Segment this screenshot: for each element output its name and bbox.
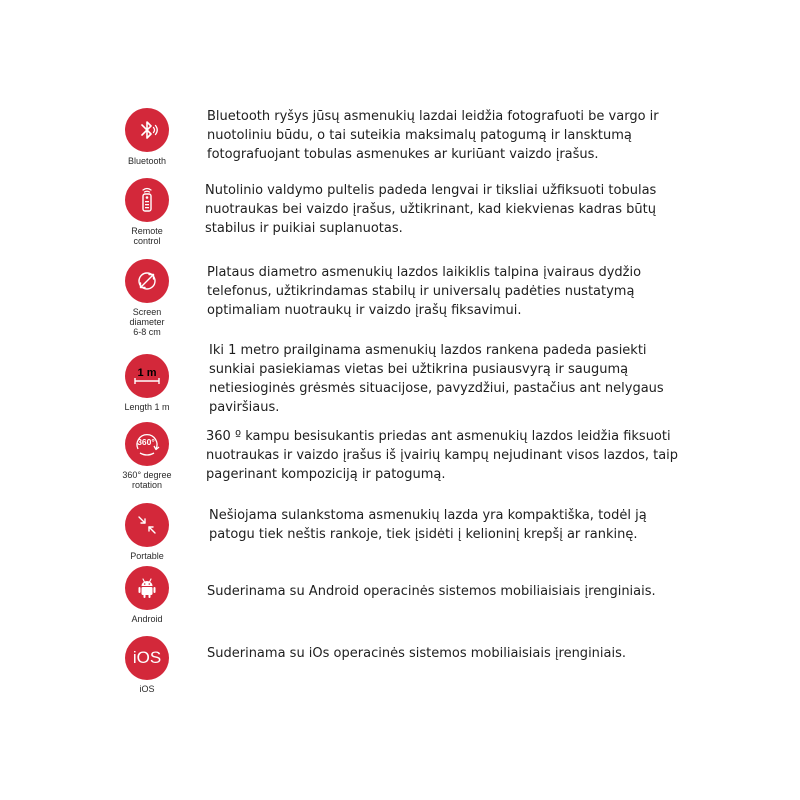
length-icon (125, 354, 169, 398)
feature-icon-block (110, 636, 184, 694)
ios-icon (125, 636, 169, 680)
feature-icon-block (110, 566, 184, 624)
feature-label: iOS (139, 684, 155, 694)
feature-icon-block (110, 503, 184, 561)
feature-description: Nutolinio valdymo pultelis padeda lengvai ir tiksliai užfiksuoti tobulas nuotraukas bei vaizdo įrašus, užtikrinant, kad kiekvienas kadras būtų stabilus ir puikiai suplanuotas. (205, 183, 657, 236)
remote-control-icon (125, 178, 169, 222)
feature-description: Iki 1 metro prailginama asmenukių lazdos rankena padeda pasiekti sunkiai pasiekiamas vietas bei užtikrina pusiausvyrą ir saugumą netiesioginės grėsmės situacijose, pavyzdžiui, pastačius ant nelygaus paviršiaus. (209, 343, 664, 415)
feature-label: Length 1 m (124, 402, 170, 412)
screen-diameter-icon (125, 259, 169, 303)
bluetooth-icon (125, 108, 169, 152)
feature-description: Nešiojama sulankstoma asmenukių lazda yra kompaktiška, todėl ją patogu tiek neštis rankoje, tiek įsidėti į kelioninį krepšį ar rankinę. (209, 508, 647, 542)
feature-label: Android (131, 614, 163, 624)
feature-label: Remote control (131, 226, 163, 246)
feature-description: Plataus diametro asmenukių lazdos laikiklis talpina įvairaus dydžio telefonus, užtikrindamas stabilų ir universalų padėties nustatymą optimaliam nuotraukų ir vaizdo įrašų fiksavimui. (207, 265, 642, 318)
portable-icon (125, 503, 169, 547)
rotation-icon-text: 360° (137, 437, 155, 447)
feature-label: Bluetooth (127, 156, 167, 166)
feature-description: Bluetooth ryšys jūsų asmenukių lazdai leidžia fotografuoti be vargo ir nuotoliniu būdu, o tai suteikia maksimalų patogumą ir lansktumą fotografuojant tobulas asmenukes ar kuriūant vaizdo įrašus. (207, 109, 659, 162)
length-icon-text: 1 m (137, 367, 157, 379)
feature-description: 360 º kampu besisukantis priedas ant asmenukių lazdos leidžia fiksuoti nuotraukas ir vaizdo įrašus iš įvairių kampų nejudinant visos lazdos, taip pagerinant kompoziciją ir patogumą. (206, 429, 679, 482)
feature-icon-block (110, 178, 184, 246)
feature-icon-block (110, 354, 184, 412)
android-icon (125, 566, 169, 610)
feature-label: Screen diameter 6-8 cm (129, 307, 165, 337)
rotation-360-icon (125, 422, 169, 466)
feature-icon-block (110, 422, 184, 490)
feature-label: Portable (130, 551, 164, 561)
feature-label: 360° degree rotation (122, 470, 172, 490)
ios-icon-text: iOS (132, 648, 162, 667)
feature-description: Suderinama su Android operacinės sistemos mobiliaisiais įrenginiais. (207, 584, 656, 599)
feature-description: Suderinama su iOs operacinės sistemos mobiliaisiais įrenginiais. (207, 646, 627, 661)
feature-icon-block (110, 108, 184, 166)
feature-icon-block (110, 259, 184, 337)
